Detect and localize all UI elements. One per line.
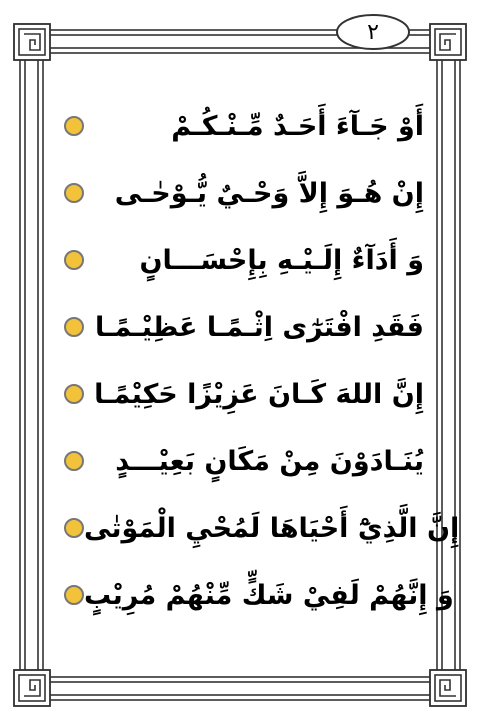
list-item: [48, 567, 454, 623]
bullet-icon: [64, 317, 84, 337]
list-item: [48, 232, 428, 288]
verse-text: إِنْ هُـوَ إِلاَّ وَحْـيٌ يُّـوْحٰـى: [114, 177, 424, 209]
page-number: ٢: [367, 19, 379, 45]
verse-text: وَ أَدَآءٌ إِلَـيْـهِ بِإِحْسَـــانٍ: [139, 244, 424, 276]
bullet-icon: [64, 451, 84, 471]
corner-ornament-top-right: [430, 24, 466, 60]
bullet-icon: [64, 384, 84, 404]
bullet-icon: [64, 116, 84, 136]
verse-text: فَقَدِ افْتَرٰٓى اِثْـمًـا عَظِيْـمًـا: [95, 311, 424, 343]
bullet-icon: [64, 183, 84, 203]
list-item: [48, 165, 428, 221]
verse-text: يُنَـادَوْنَ مِنْ مَكَانٍ بَعِيْـــدٍ: [115, 445, 424, 477]
bullet-icon: [64, 250, 84, 270]
list-item: [48, 299, 428, 355]
verse-text: إِنَّ الَّذِيْٓ أَحْيَاهَا لَمُحْيِ الْمَوْتٰى: [84, 512, 460, 544]
verse-text: أَوْ جَـآءَ أَحَـدٌ مِّـنْـكُـمْ: [171, 110, 424, 142]
bullet-icon: [64, 585, 84, 605]
verse-text: إِنَّ اللهَ كَـانَ عَزِيْزًا حَكِيْمًـا: [94, 378, 424, 410]
corner-ornament-top-left: [14, 24, 50, 60]
list-item: [48, 98, 428, 154]
list-item: [48, 433, 428, 489]
list-item: [48, 366, 428, 422]
verse-text: وَ إِنَّهُمْ لَفِيْ شَكٍّ مِّنْهُمْ مُرِيْبٍ: [84, 579, 454, 611]
bullet-icon: [64, 518, 84, 538]
list-item: [48, 500, 460, 556]
corner-ornament-bottom-left: [14, 670, 50, 706]
corner-ornament-bottom-right: [430, 670, 466, 706]
verse-list: [48, 90, 460, 650]
